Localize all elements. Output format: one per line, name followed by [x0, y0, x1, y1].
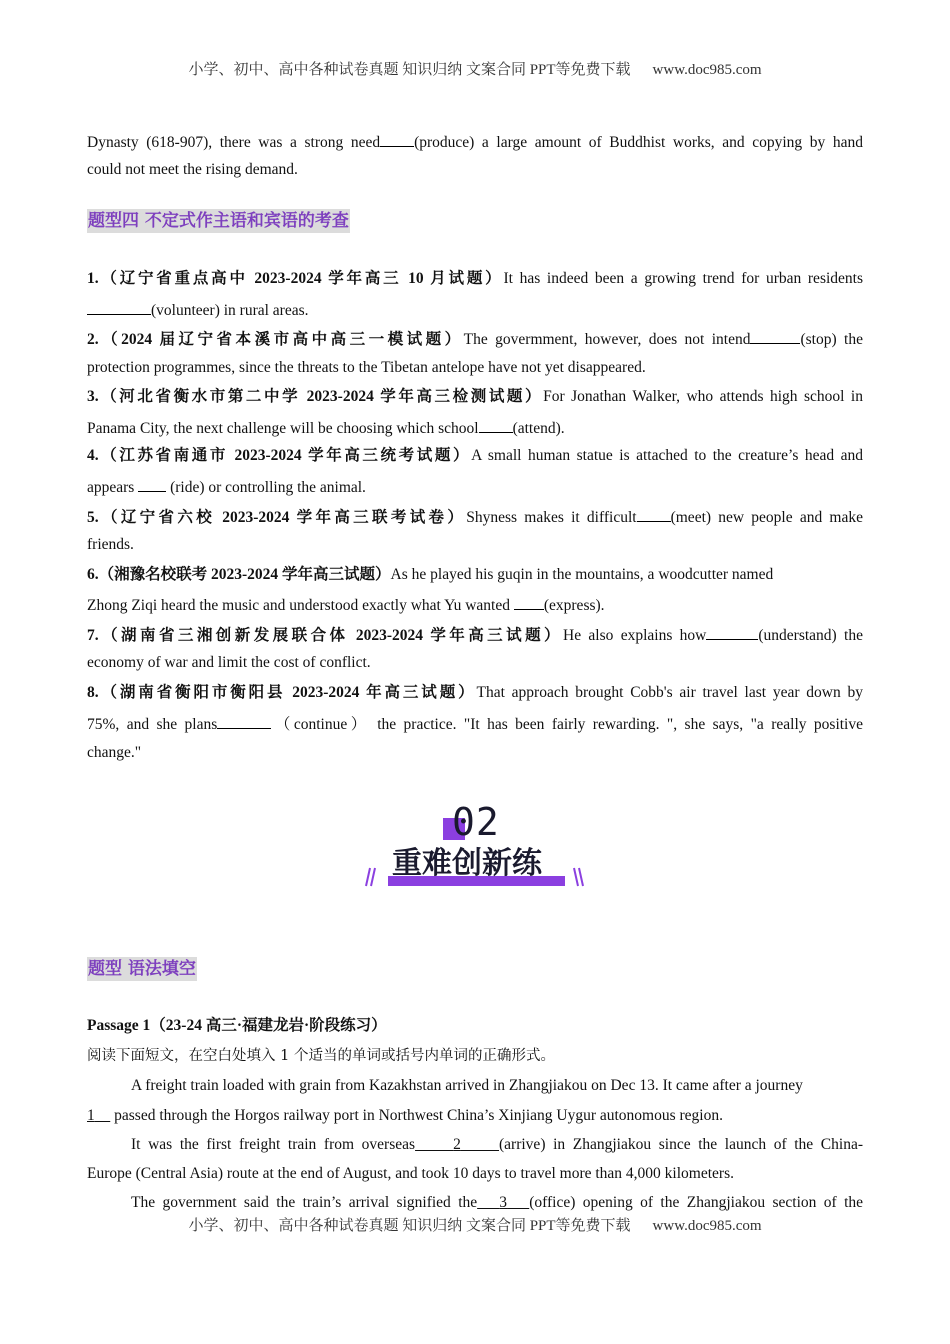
answer-blank — [750, 328, 800, 344]
passage-source: （23-24 高三·福建龙岩·阶段练习） — [150, 1017, 387, 1034]
question-source: （湖南省衡阳市衡阳县 2023-2024 年高三试题） — [98, 684, 477, 701]
question-text: It has indeed been a growing trend for urban residents — [503, 270, 863, 287]
passage-instruction: 阅读下面短文，在空白处填入 1 个适当的单词或括号内单词的正确形式。 — [87, 1048, 555, 1064]
passage-p3-line-1 — [131, 1193, 863, 1213]
passage-p2-line-2: Europe (Central Asia) route at the end of August, and took 10 days to travel more than 4,000 kilometers. — [87, 1165, 734, 1182]
answer-blank — [514, 594, 544, 610]
header-url[interactable]: www.doc985.com — [652, 62, 762, 78]
section-title-4: 题型四 不定式作主语和宾语的考查 — [88, 211, 349, 231]
page-footer — [0, 1214, 950, 1235]
intro-text-a: Dynasty (618-907), there was a strong need — [87, 134, 381, 151]
blank-number: 3 — [499, 1194, 508, 1211]
question-text: Zhong Ziqi heard the music and understood exactly what Yu wanted — [87, 597, 510, 614]
answer-blank — [217, 713, 271, 729]
passage-label: Passage 1 — [87, 1017, 151, 1034]
question-source: （湖南省三湘创新发展联合体 2023-2024 学年高三试题） — [98, 627, 563, 644]
question-source: （江苏省南通市 2023-2024 学年高三统考试题） — [98, 447, 472, 464]
question-text: Shyness makes it difficult — [466, 509, 637, 526]
answer-blank — [138, 476, 166, 492]
question-5-line-1 — [87, 506, 863, 528]
answer-blank — [706, 624, 758, 640]
question-text: Panama City, the next challenge will be choosing which school — [87, 420, 479, 437]
question-text: 75%, and she plans — [87, 716, 218, 733]
answer-blank — [637, 506, 671, 522]
question-2-line-2: protection programmes, since the threats to the Tibetan antelope have not yet disappeared. — [87, 359, 646, 376]
right-slash-icon — [572, 866, 588, 888]
question-text: (ride) or controlling the animal. — [170, 479, 366, 496]
question-number: 8. — [87, 684, 99, 701]
question-text: (stop) the — [800, 331, 863, 348]
question-text: (volunteer) in rural areas. — [151, 302, 309, 319]
question-text: A small human statue is attached to the creature’s head and — [471, 447, 863, 464]
passage-p1-line-1: A freight train loaded with grain from Kazakhstan arrived in Zhangjiakou on Dec 13. It came after a journey — [131, 1077, 803, 1094]
intro-text-b: (produce) a large amount of Buddhist works, and copying by hand — [414, 134, 863, 151]
passage-text: It was the first freight train from overseas — [131, 1136, 416, 1153]
question-number: 2. — [87, 331, 99, 348]
blank-number: 2 — [453, 1136, 461, 1153]
question-source: （辽宁省六校 2023-2024 学年高三联考试卷） — [98, 509, 467, 526]
passage-text: The government said the train’s arrival signified the — [131, 1194, 478, 1211]
question-4-line-1 — [87, 446, 863, 466]
intro-line-1 — [87, 131, 863, 153]
passage-text: (office) opening of the Zhangjiakou section of the — [529, 1194, 863, 1211]
question-7-line-1 — [87, 624, 863, 646]
section-title-grammar: 题型 语法填空 — [88, 959, 196, 979]
question-text: As he played his guqin in the mountains, a woodcutter named — [390, 566, 774, 583]
question-1-line-1 — [87, 269, 863, 289]
question-number: 7. — [87, 627, 99, 644]
passage-text: (arrive) in Zhangjiakou since the launch of the China- — [499, 1136, 863, 1153]
question-number: 1. — [87, 270, 99, 287]
question-5-line-2: friends. — [87, 536, 134, 553]
question-text: (express). — [543, 597, 605, 614]
question-text: For Jonathan Walker, who attends high school in — [543, 388, 863, 405]
question-text: (meet) new people and make — [670, 509, 864, 526]
banner-title: 重难创新练 — [392, 846, 542, 881]
question-text: appears — [87, 479, 135, 496]
blank-number: 1 — [87, 1107, 95, 1124]
passage-text: passed through the Horgos railway port in Northwest China’s Xinjiang Uygur autonomous region. — [114, 1107, 723, 1124]
section-banner — [360, 800, 590, 900]
passage-p2-line-1 — [131, 1135, 863, 1155]
answer-blank — [87, 299, 151, 315]
intro-line-2: could not meet the rising demand. — [87, 161, 298, 178]
answer-blank — [380, 131, 414, 147]
numbered-blank-3 — [477, 1194, 529, 1211]
banner-number: 02 — [452, 800, 500, 844]
question-text: The govermment, however, does not intend — [463, 331, 751, 348]
question-number: 4. — [87, 447, 99, 464]
question-6-line-2 — [87, 594, 863, 616]
page-header — [0, 58, 950, 79]
question-text: (understand) the — [758, 627, 863, 644]
question-1-line-2 — [87, 299, 863, 321]
question-4-line-2 — [87, 476, 863, 498]
numbered-blank-1 — [87, 1107, 110, 1124]
question-3-line-2 — [87, 417, 863, 439]
answer-blank — [479, 417, 513, 433]
left-slash-icon — [360, 866, 376, 888]
passage-p1-line-2 — [87, 1106, 863, 1126]
question-text: (attend). — [512, 420, 565, 437]
question-8-line-3: change." — [87, 744, 142, 761]
question-text: （continue） the practice. "It has been fairly rewarding. ", she says, "a really positive — [271, 716, 863, 733]
question-source: （2024 届辽宁省本溪市高中高三一模试题） — [98, 331, 464, 348]
numbered-blank-2 — [415, 1136, 499, 1153]
question-8-line-2 — [87, 713, 863, 735]
question-3-line-1 — [87, 387, 863, 407]
question-number: 6. — [87, 566, 99, 583]
question-6-line-1 — [87, 565, 863, 585]
question-7-line-2: economy of war and limit the cost of conflict. — [87, 654, 371, 671]
footer-text: 小学、初中、高中各种试卷真题 知识归纳 文案合同 PPT等免费下载 — [188, 1218, 631, 1234]
question-source: （辽宁省重点高中 2023-2024 学年高三 10 月试题） — [98, 270, 504, 287]
header-text: 小学、初中、高中各种试卷真题 知识归纳 文案合同 PPT等免费下载 — [188, 62, 631, 78]
question-source: （河北省衡水市第二中学 2023-2024 学年高三检测试题） — [98, 388, 544, 405]
question-number: 5. — [87, 509, 99, 526]
question-text: That approach brought Cobb's air travel last year down by — [476, 684, 863, 701]
question-source: （湘豫名校联考 2023-2024 学年高三试题） — [98, 566, 391, 583]
question-text: He also explains how — [563, 627, 707, 644]
passage-heading — [87, 1016, 863, 1036]
footer-url[interactable]: www.doc985.com — [652, 1218, 762, 1234]
question-2-line-1 — [87, 328, 863, 350]
question-number: 3. — [87, 388, 99, 405]
question-8-line-1 — [87, 683, 863, 703]
